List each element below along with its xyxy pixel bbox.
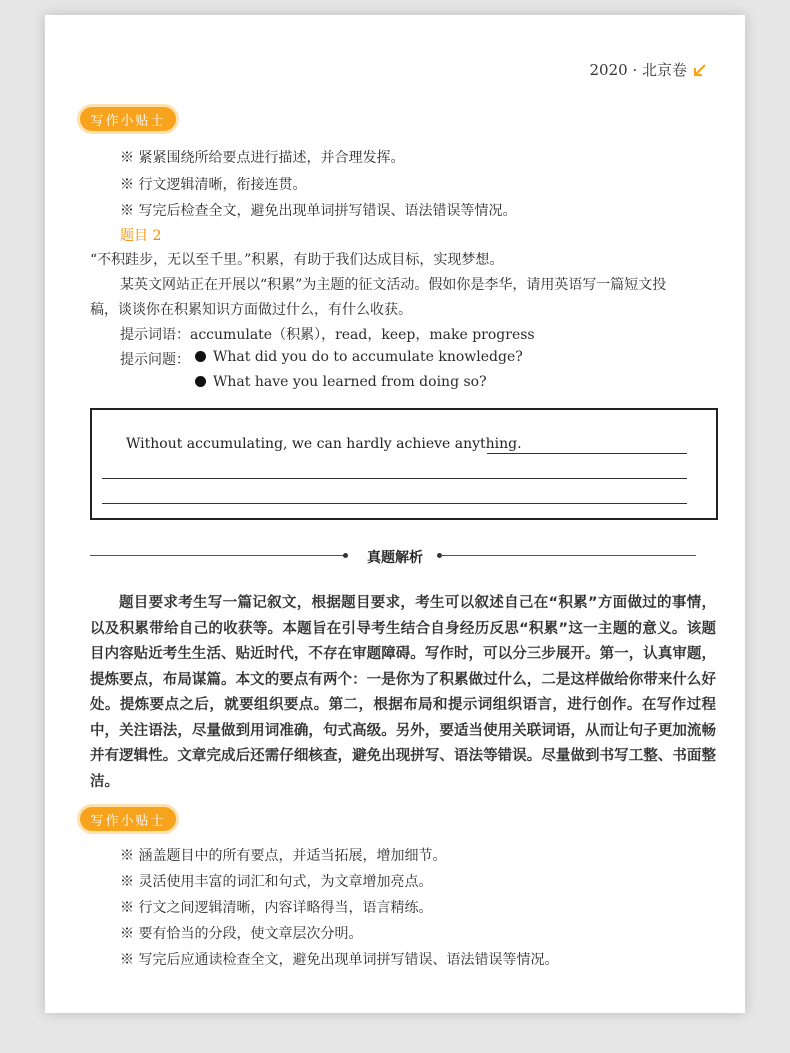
task-heading: 题目 2 <box>120 228 162 244</box>
question-text: What have you learned from doing so? <box>213 374 487 390</box>
bullet-icon <box>195 351 206 362</box>
tip-item: ※ 要有恰当的分段，使文章层次分明。 <box>120 926 363 942</box>
header-text: 2020 · 北京卷 <box>589 61 687 79</box>
tips-badge-1: 写作小贴士 <box>80 107 176 131</box>
analysis-title: 真题解析 <box>367 550 423 566</box>
task-intro-line-1: 某英文网站正在开展以“积累”为主题的征文活动。假如你是李华，请用英语写一篇短文投 <box>120 277 667 293</box>
tip-item: ※ 行文逻辑清晰，衔接连贯。 <box>120 177 307 193</box>
tip-item: ※ 涵盖题目中的所有要点，并适当拓展，增加细节。 <box>120 848 447 864</box>
answer-start-sentence: Without accumulating, we can hardly achieve anything. <box>126 436 522 452</box>
answer-blank-line <box>487 453 687 454</box>
arrow-icon <box>693 63 707 77</box>
hint-question-2 <box>195 374 487 390</box>
hint-words: 提示词语：accumulate（积累），read，keep，make progress <box>120 327 535 343</box>
task-intro-line-2: 稿，谈谈你在积累知识方面做过什么，有什么收获。 <box>90 302 412 318</box>
analysis-paragraph: 题目要求考生写一篇记叙文，根据题目要求，考生可以叙述自己在“积累”方面做过的事情，以及积累带给自己的收获等。本题旨在引导考生结合自身经历反思“积累”这一主题的意义。该题目内容贴近考生生活、贴近时代，不存在审题障碍。写作时，可以分三步展开。第一，认真审题，提炼要点，布局谋篇。本文的要点有两个：一是你为了积累做过什么，二是这样做给你带来什么好处。提炼要点之后，就要组织要点。第二，根据布局和提示词组织语言，进行创作。在写作过程中，关注语法，尽量做到用词准确，句式高级。另外，要适当使用关联词语，从而让句子更加流畅并有逻辑性。文章完成后还需仔细核查，避免出现拼写、语法等错误。尽量做到书写工整、书面整洁。 <box>90 595 716 790</box>
hint-question-1 <box>195 349 523 365</box>
question-text: What did you do to accumulate knowledge? <box>213 349 523 365</box>
tip-item: ※ 写完后检查全文，避免出现单词拼写错误、语法错误等情况。 <box>120 203 517 219</box>
tip-item: ※ 灵活使用丰富的词汇和句式，为文章增加亮点。 <box>120 874 433 890</box>
hint-questions-label: 提示问题： <box>120 352 190 368</box>
answer-blank-line <box>102 478 687 479</box>
bullet-icon <box>195 376 206 387</box>
tip-item: ※ 写完后应通读检查全文，避免出现单词拼写错误、语法错误等情况。 <box>120 952 559 968</box>
page <box>45 15 745 1013</box>
page-header <box>590 59 707 80</box>
tip-item: ※ 行文之间逻辑清晰，内容详略得当，语言精练。 <box>120 900 433 916</box>
tips-badge-2: 写作小贴士 <box>80 807 176 831</box>
answer-blank-line <box>102 503 687 504</box>
task-quote: “不积跬步，无以至千里。”积累，有助于我们达成目标，实现梦想。 <box>90 252 504 268</box>
divider-line-right <box>441 555 696 556</box>
answer-box <box>90 408 718 520</box>
tip-item: ※ 紧紧围绕所给要点进行描述，并合理发挥。 <box>120 150 405 166</box>
